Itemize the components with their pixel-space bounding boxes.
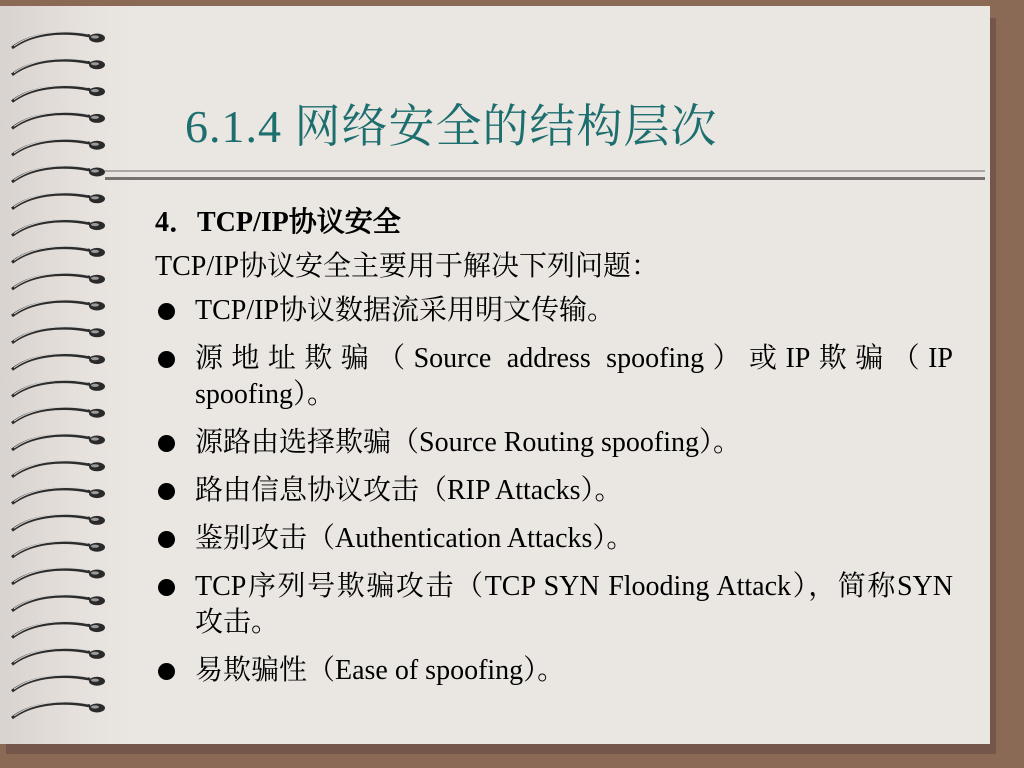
spiral-ring (12, 488, 105, 504)
bullet-dot-icon (158, 303, 175, 320)
bullet-dot-icon (158, 579, 175, 596)
list-item-text: 源路由选择欺骗（Source Routing spoofing）。 (195, 427, 741, 458)
spiral-ring (12, 407, 105, 423)
spiral-ring (12, 675, 105, 691)
spiral-ring (12, 273, 105, 289)
list-item-text: TCP序列号欺骗攻击（TCP SYN Flooding Attack），简称SYN攻击。 (195, 571, 953, 638)
spiral-ring (12, 702, 105, 718)
spiral-ring (12, 32, 105, 48)
intro-text: TCP/IP协议安全主要用于解决下列问题： (155, 251, 660, 282)
list-item (155, 569, 953, 641)
spiral-ring (12, 568, 105, 584)
spiral-ring (12, 112, 105, 128)
list-item (155, 341, 953, 413)
list-item (155, 653, 953, 689)
spiral-ring (12, 595, 105, 611)
title-divider-thick (105, 177, 985, 180)
spiral-ring (12, 648, 105, 664)
section-heading: 4．TCP/IP协议安全 (155, 207, 401, 238)
spiral-ring (12, 246, 105, 262)
spiral-ring (12, 166, 105, 182)
list-item-text: 鉴别攻击（Authentication Attacks）。 (195, 523, 635, 554)
spiral-ring (12, 622, 105, 638)
spiral-binding-icon (0, 0, 140, 768)
slide-title: 6.1.4 网络安全的结构层次 (185, 101, 718, 152)
spiral-ring (12, 461, 105, 477)
list-item (155, 473, 953, 509)
spiral-ring (12, 380, 105, 396)
spiral-ring (12, 327, 105, 343)
spiral-ring (12, 193, 105, 209)
bullet-dot-icon (158, 351, 175, 368)
list-item (155, 425, 953, 461)
list-item (155, 521, 953, 557)
spiral-ring (12, 434, 105, 450)
spiral-ring (12, 354, 105, 370)
list-item-text: 易欺骗性（Ease of spoofing）。 (195, 655, 566, 686)
list-item-text: 源地址欺骗（Source address spoofing）或IP欺骗（IP spoofing）。 (195, 343, 953, 410)
list-item (155, 293, 953, 329)
list-item-text: TCP/IP协议数据流采用明文传输。 (195, 295, 616, 326)
spiral-ring (12, 541, 105, 557)
bullet-dot-icon (158, 663, 175, 680)
bullet-dot-icon (158, 531, 175, 548)
spiral-ring (12, 300, 105, 316)
spiral-ring (12, 220, 105, 236)
spiral-ring (12, 86, 105, 102)
spiral-ring (12, 514, 105, 530)
title-divider-thin (105, 170, 985, 172)
slide-content (155, 205, 953, 701)
bullet-dot-icon (158, 483, 175, 500)
spiral-ring (12, 59, 105, 75)
list-item-text: 路由信息协议攻击（RIP Attacks）。 (195, 475, 623, 506)
spiral-ring (12, 139, 105, 155)
bullet-dot-icon (158, 435, 175, 452)
